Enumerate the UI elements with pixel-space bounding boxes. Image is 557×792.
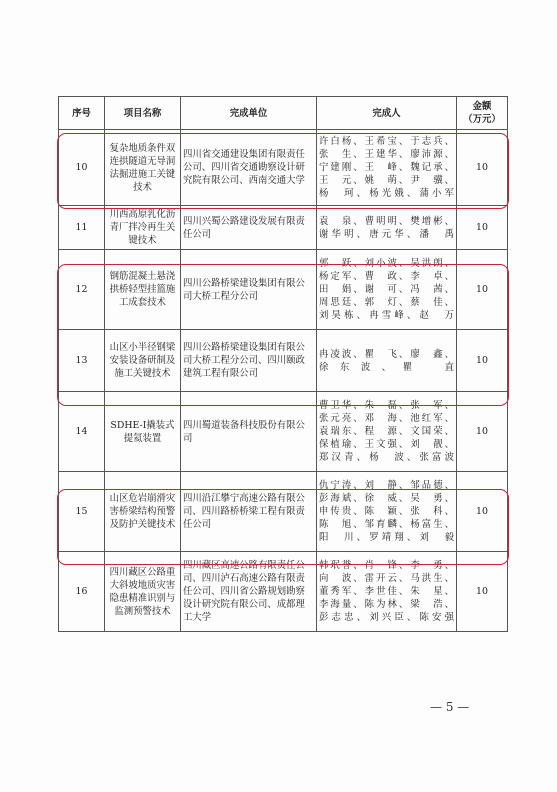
project-name: 复杂地质条件双连拱隧道无导洞法掘进施工关键技术 — [105, 130, 181, 206]
table-row — [59, 330, 508, 392]
amount: 10 — [457, 330, 508, 392]
row-number: 16 — [59, 552, 105, 632]
people-line: 郭 跃、刘小波、吴洪朗、 — [319, 258, 454, 269]
completion-people — [317, 250, 457, 330]
project-name: 钢筋混凝土悬浇拱桥轻型挂篮施工成套技术 — [105, 250, 181, 330]
people-line: 王 元、姚 萌、尹 骥、 — [319, 175, 454, 186]
completion-unit: 四川沿江攀宁高速公路有限公司、四川路桥桥梁工程有限责任公司 — [181, 472, 317, 552]
header-amount: 金额 （万元） — [457, 97, 508, 130]
people-line: 郑汉青、杨 波、张富波 — [319, 452, 454, 463]
amount: 10 — [457, 130, 508, 206]
people-line: 保植瑜、王文强、刘 靓、 — [319, 439, 454, 450]
people-line: 冉凌波、瞿 飞、廖 鑫、 — [319, 348, 454, 360]
people-line: 袁 泉、曹明明、樊增彬、 — [319, 215, 454, 227]
people-line: 彭志忠、刘兴臣、陈安强 — [319, 612, 454, 623]
completion-unit: 四川公路桥梁建设集团有限公司大桥工程分公司 — [181, 250, 317, 330]
completion-people — [317, 552, 457, 632]
row-number: 13 — [59, 330, 105, 392]
table-row — [59, 250, 508, 330]
award-table — [58, 96, 508, 632]
page-number: — 5 — — [430, 700, 470, 714]
project-name: 山区小半径钢梁安装设备研制及施工关键技术 — [105, 330, 181, 392]
amount: 10 — [457, 392, 508, 472]
people-line: 张元亮、邓 海、池红军、 — [319, 413, 454, 424]
project-name: 山区危岩崩滑灾害桥梁结构预警及防护关键技术 — [105, 472, 181, 552]
people-line: 刘昊栋、冉雪峰、赵 万 — [319, 310, 454, 321]
people-line: 周思廷、郭 灯、蔡 佳、 — [319, 297, 454, 308]
people-line: 韩珉誉、肖 锋、李 勇、 — [319, 560, 454, 571]
project-name: SDHE-I撬装式提氦装置 — [105, 392, 181, 472]
row-number: 11 — [59, 206, 105, 250]
amount: 10 — [457, 552, 508, 632]
project-name: 四川藏区公路重大斜坡地质灾害隐患精准识别与监测预警技术 — [105, 552, 181, 632]
completion-people — [317, 472, 457, 552]
people-line: 杨 珂、杨光娥、蒲小军 — [319, 188, 454, 199]
amount: 10 — [457, 472, 508, 552]
people-line: 申传贵、陈 颖、张 科、 — [319, 506, 454, 517]
people-line: 杨定军、曹 政、李 卓、 — [319, 271, 454, 282]
table-row — [59, 130, 508, 206]
header-people: 完成人 — [317, 97, 457, 130]
table-row — [59, 472, 508, 552]
completion-unit: 四川藏区高速公路有限责任公司、四川泸石高速公路有限责任公司、四川省公路规划勘察设计研究院有限公司、成都理工大学 — [181, 552, 317, 632]
people-line: 董秀军、李世佳、朱 星、 — [319, 586, 454, 597]
people-line: 李海量、陈为林、梁 浩、 — [319, 599, 454, 610]
people-line: 田 娟、谢 可、冯 茜、 — [319, 284, 454, 295]
people-line: 陈 旭、邹育麟、杨富生、 — [319, 519, 454, 530]
people-line: 向 波、雷开云、马洪生、 — [319, 573, 454, 584]
people-line: 张 生、王建华、廖沛源、 — [319, 149, 454, 160]
header-unit: 完成单位 — [181, 97, 317, 130]
table-row — [59, 206, 508, 250]
header-project-name: 项目名称 — [105, 97, 181, 130]
people-line: 袁瑞东、程 源、文国荣、 — [319, 426, 454, 437]
completion-people — [317, 392, 457, 472]
people-line: 曹卫华、朱 磊、张 军、 — [319, 400, 454, 411]
completion-people — [317, 330, 457, 392]
amount: 10 — [457, 206, 508, 250]
people-line: 徐东波、瞿 直 — [319, 361, 454, 373]
completion-unit: 四川蜀道装备科技股份有限公司 — [181, 392, 317, 472]
people-line: 谢华明、唐元华、潘 禹 — [319, 228, 454, 240]
people-line: 宁建刚、王 峰、魏记承、 — [319, 162, 454, 173]
amount: 10 — [457, 250, 508, 330]
header-no: 序号 — [59, 97, 105, 130]
people-line: 许白杨、王希宝、于志兵、 — [319, 136, 454, 147]
table-row — [59, 552, 508, 632]
people-line: 阳 川、罗靖翔、刘 毅 — [319, 532, 454, 543]
table-header-row — [59, 97, 508, 130]
row-number: 14 — [59, 392, 105, 472]
completion-people — [317, 130, 457, 206]
completion-unit: 四川公路桥梁建设集团有限公司大桥工程分公司、四川颐政建筑工程有限公司 — [181, 330, 317, 392]
people-line: 仇宁涛、刘 静、邹品德、 — [319, 480, 454, 491]
completion-people — [317, 206, 457, 250]
people-line: 彭海斌、徐 威、吴 勇、 — [319, 493, 454, 504]
completion-unit: 四川兴蜀公路建设发展有限责任公司 — [181, 206, 317, 250]
completion-unit: 四川省交通建设集团有限责任公司、四川省交通勘察设计研究院有限公司、西南交通大学 — [181, 130, 317, 206]
row-number: 12 — [59, 250, 105, 330]
project-name: 川西高原乳化沥青厂拌冷再生关键技术 — [105, 206, 181, 250]
row-number: 10 — [59, 130, 105, 206]
table-row — [59, 392, 508, 472]
row-number: 15 — [59, 472, 105, 552]
